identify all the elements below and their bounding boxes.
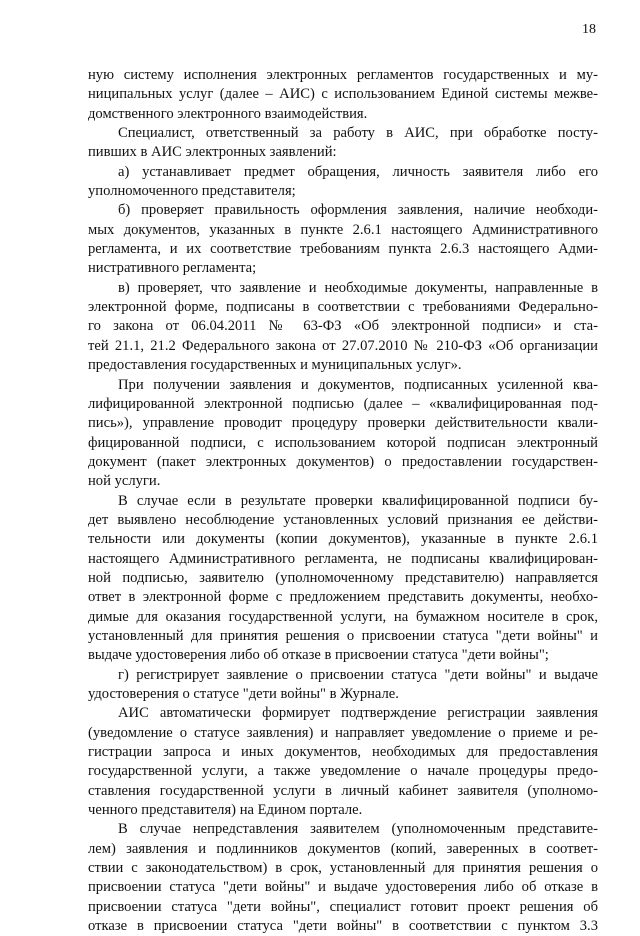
text-line: димые для оказания государственной услуги, на бумажном носителе в срок, xyxy=(88,608,598,625)
text-line: (уведомление о статусе заявления) и направляет уведомление о приеме и ре- xyxy=(88,724,598,741)
text-line: ной подписью, заявителю (уполномоченному представителю) направляется xyxy=(88,569,598,586)
text-line: В случае если в результате проверки квалифицированной подписи бу- xyxy=(118,492,598,509)
text-line: В случае непредставления заявителем (уполномоченным представите- xyxy=(118,821,598,838)
text-line: ставления государственной услуги в личный кабинет заявителя (уполномо- xyxy=(88,782,598,799)
text-line: отказе в присвоении статуса "дети войны" в соответствии с пунктом 3.3 xyxy=(88,918,598,935)
text-line: установленный для принятия решения о присвоении статуса "дети войны" и xyxy=(88,627,598,644)
text-line: выдаче удостоверения либо об отказе в присвоении статуса "дети войны"; xyxy=(88,647,549,664)
text-line: государственной услуги, а также уведомление о начале процедуры предо- xyxy=(88,763,598,780)
text-line: уполномоченного представителя; xyxy=(88,183,296,200)
text-line: го закона от 06.04.2011 № 63-ФЗ «Об электронной подписи» и ста- xyxy=(88,318,598,335)
text-line: г) регистрирует заявление о присвоении статуса "дети войны" и выдаче xyxy=(118,666,598,683)
text-line: присвоении статуса "дети войны", специалист готовит проект решения об xyxy=(88,898,598,915)
text-line: гистрации запроса и иных документов, необходимых для предоставления xyxy=(88,744,598,761)
text-line: удостоверения о статусе "дети войны" в Журнале. xyxy=(88,686,399,702)
text-line: ствии с законодательством) в срок, установленный для принятия решения о xyxy=(88,860,598,877)
text-line: ниципальных услуг (далее – АИС) с использованием Единой системы межве- xyxy=(88,86,598,103)
text-line: ченного представителя) на Едином портале. xyxy=(88,802,363,819)
text-line: лифицированной электронной подписью (далее – «квалифицированная под- xyxy=(88,395,598,412)
text-line: документ (пакет электронных документов) о предоставлении государствен- xyxy=(88,453,598,470)
body-text xyxy=(88,66,598,936)
text-line: электронной форме, подписаны в соответствии с требованиями Федерально- xyxy=(88,299,598,316)
text-line: мых документов, указанных в пункте 2.6.1 настоящего Административного xyxy=(88,221,598,238)
text-line: ную систему исполнения электронных регламентов государственных и му- xyxy=(88,67,598,83)
text-line: фицированной подписи, с использованием которой подписан электронный xyxy=(88,434,598,451)
text-line: Специалист, ответственный за работу в АИС, при обработке посту- xyxy=(118,125,598,142)
text-line: пивших в АИС электронных заявлений: xyxy=(88,144,337,161)
text-line: АИС автоматически формирует подтверждение регистрации заявления xyxy=(118,705,598,722)
text-line: лем) заявления и подлинников документов (копий, заверенных в соответ- xyxy=(88,840,598,857)
text-line: домственного электронного взаимодействия. xyxy=(88,105,368,122)
text-line: б) проверяет правильность оформления заявления, наличие необходи- xyxy=(118,202,598,219)
text-line: дет выявлено несоблюдение установленных условий признания ее действи- xyxy=(88,511,598,528)
text-line: ной услуги. xyxy=(88,473,161,490)
text-line: а) устанавливает предмет обращения, личность заявителя либо его xyxy=(118,163,598,180)
text-line: тей 21.1, 21.2 Федерального закона от 27.07.2010 № 210-ФЗ «Об организации xyxy=(88,337,598,354)
text-line: настоящего Административного регламента, не подписаны квалифицирован- xyxy=(88,550,598,567)
text-line: ответ в электронной форме с предложением представить документы, необхо- xyxy=(88,589,598,606)
text-line: регламента, и их соответствие требованиям пункта 2.6.3 настоящего Адми- xyxy=(88,241,598,258)
text-line: присвоении статуса "дети войны" и выдаче удостоверения либо об отказе в xyxy=(88,879,598,896)
text-line: При получении заявления и документов, подписанных усиленной ква- xyxy=(118,376,598,393)
text-line: пись»), управление проводит процедуру проверки действительности квали- xyxy=(88,415,598,432)
page-number: 18 xyxy=(582,22,596,37)
text-line: в) проверяет, что заявление и необходимые документы, направленные в xyxy=(118,279,598,296)
text-line: предоставления государственных и муниципальных услуг». xyxy=(88,357,462,374)
text-line: тельности или документы (копии документов), указанные в пункте 2.6.1 xyxy=(88,531,598,548)
text-line: нистративного регламента; xyxy=(88,260,257,277)
